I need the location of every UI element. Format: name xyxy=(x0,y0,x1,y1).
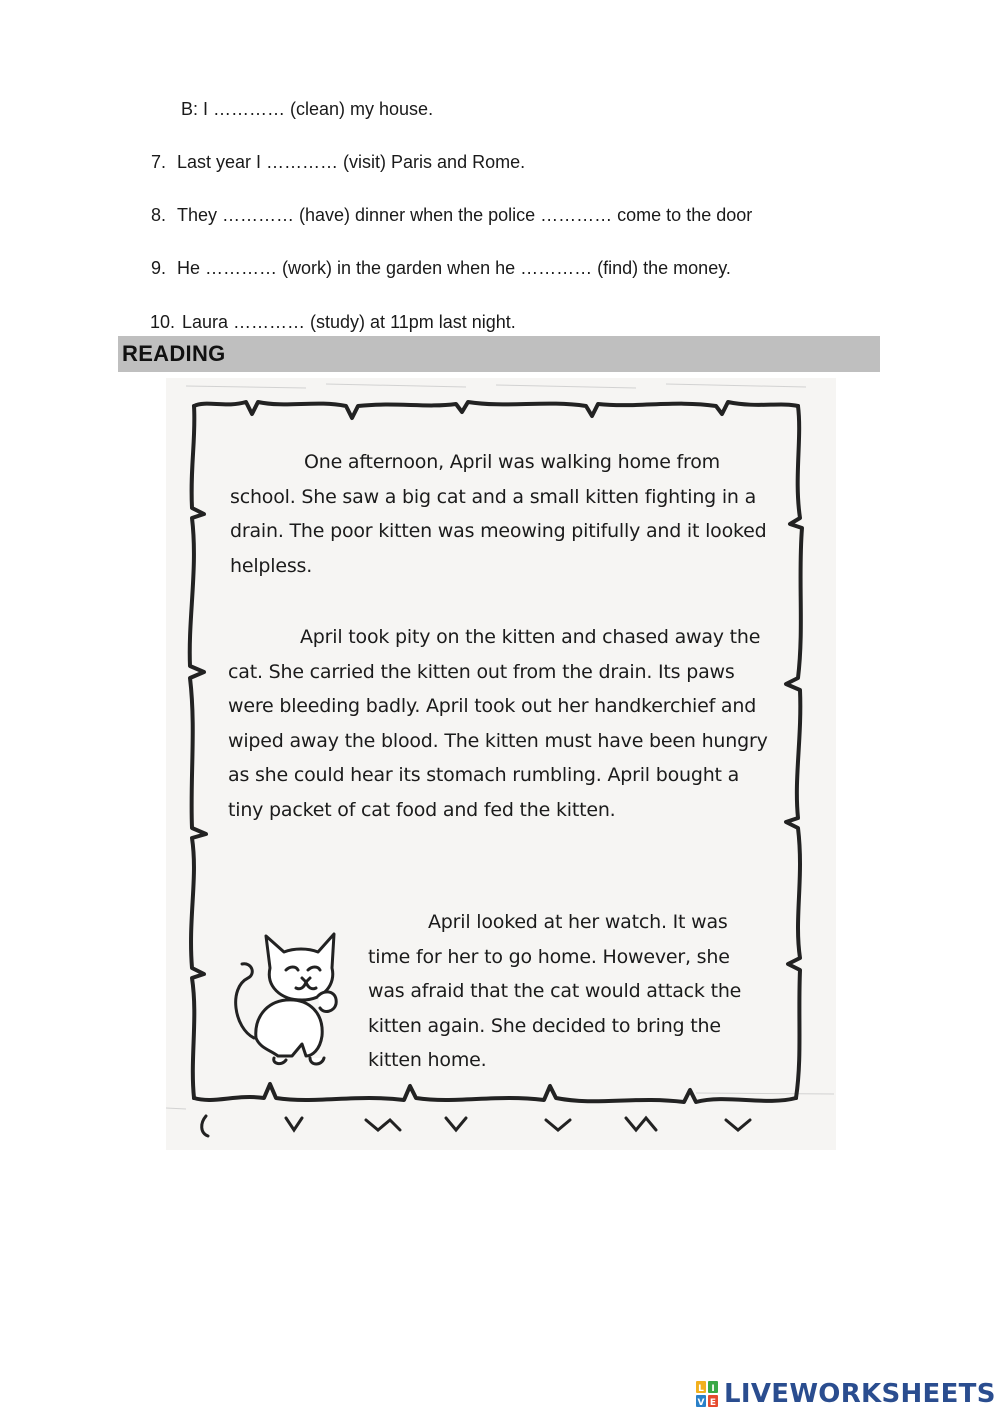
section-title: READING xyxy=(122,341,226,366)
liveworksheets-icon xyxy=(695,1379,721,1409)
exercise-number: 10. xyxy=(150,312,176,332)
exercise-text: Last year I ………… (visit) Paris and Rome. xyxy=(177,152,526,172)
exercise-item-7 xyxy=(151,151,525,173)
reading-paragraph-2: April took pity on the kitten and chased away the cat. She carried the kitten out from the drain. Its paws were bleeding badly. April took out her handkerchief and wiped away the blood. The kitten must have been hungry as she could hear its stomach rumbling. April bought a tiny packet of cat food and fed the kitten. xyxy=(228,626,768,821)
exercise-item-8 xyxy=(151,204,752,226)
svg-text:I: I xyxy=(711,1384,715,1394)
svg-text:L: L xyxy=(698,1384,704,1394)
exercise-number: 8. xyxy=(151,205,167,225)
reading-paragraph-1: One afternoon, April was walking home from school. She saw a big cat and a small kitten fighting in a drain. The poor kitten was meowing pitifully and it looked helpless. xyxy=(230,451,767,577)
exercise-number: 7. xyxy=(151,152,167,172)
logo-text: LIVEWORKSHEETS xyxy=(724,1379,996,1409)
exercise-item-b xyxy=(181,98,433,120)
svg-text:E: E xyxy=(709,1398,717,1408)
exercise-text: Laura ………… (study) at 11pm last night. xyxy=(182,312,516,332)
reading-paragraph-3: April looked at her watch. It was time for her to go home. However, she was afraid that the cat would attack the kitten again. She decided to bring the kitten home. xyxy=(368,911,742,1072)
exercise-text: B: I ………… (clean) my house. xyxy=(181,99,434,119)
exercise-text: They ………… (have) dinner when the police ………… come to the door xyxy=(177,205,753,225)
exercise-item-10 xyxy=(150,311,516,333)
liveworksheets-logo[interactable] xyxy=(695,1376,996,1412)
exercise-text: He ………… (work) in the garden when he ………… (find) the money. xyxy=(177,258,731,278)
kitten-illustration xyxy=(226,918,356,1068)
svg-text:V: V xyxy=(697,1398,705,1408)
exercise-item-9 xyxy=(151,257,731,279)
exercise-number: 9. xyxy=(151,258,167,278)
reading-section-header xyxy=(118,336,880,372)
reading-passage-scan xyxy=(166,378,836,1150)
